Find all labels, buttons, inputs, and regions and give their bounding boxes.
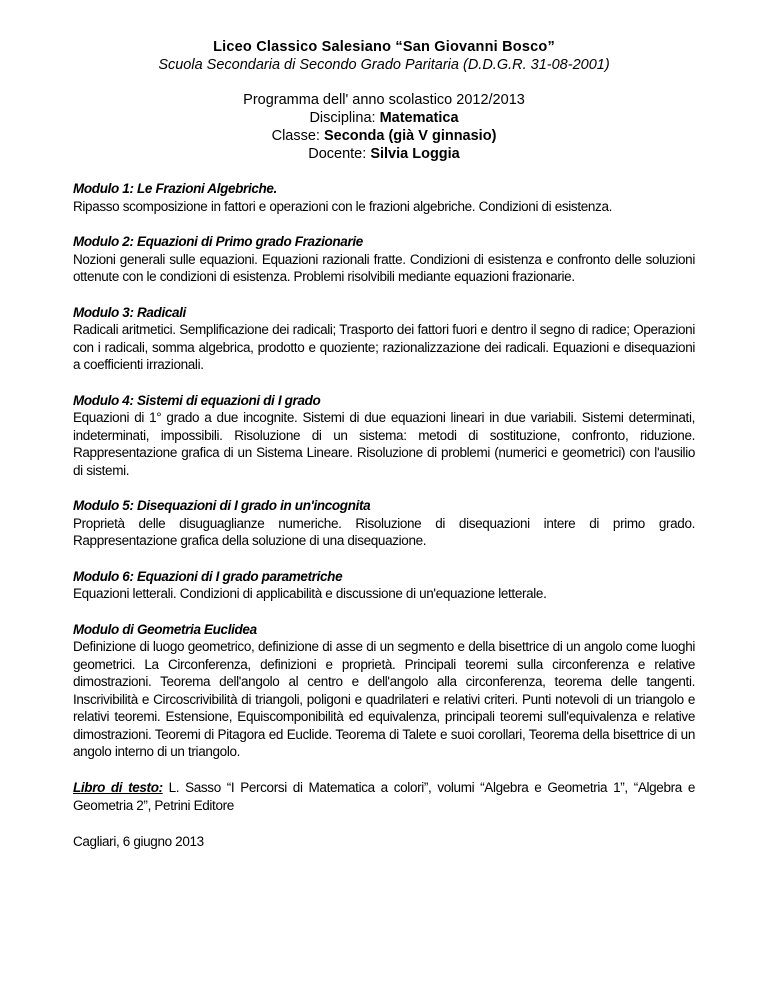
class-value: Seconda (già V ginnasio) [323, 128, 497, 144]
subject-label: Disciplina: [309, 110, 380, 126]
program-info [73, 91, 695, 163]
program-year: Programma dell' anno scolastico 2012/2013 [243, 92, 525, 108]
school-subtitle: Scuola Secondaria di Secondo Grado Paritaria (D.D.G.R. 31-08-2001) [158, 57, 610, 73]
module-body: Proprietà delle disuguaglianze numeriche. Risoluzione di disequazioni intere di primo grado. Rappresentazione grafica della soluzione di una disequazione. [73, 515, 695, 548]
modules-list [73, 180, 695, 761]
module-title: Modulo 6: Equazioni di I grado parametriche [73, 568, 343, 584]
program-class [73, 127, 695, 145]
subject-value: Matematica [379, 110, 459, 126]
module-title: Modulo 2: Equazioni di Primo grado Frazionarie [73, 234, 363, 249]
module-body: Equazioni di 1° grado a due incognite. Sistemi di due equazioni lineari in due variabili. Sistemi determinati, indeterminati, impossibili. Risoluzione di un sistema: metodi di sostituzione, confronto, riduzione. Rappresentazione grafica di un Sistema Lineare. Risoluzione di problemi (numerici e geometrici) con l'ausilio di sistemi. [73, 410, 695, 478]
module-title: Modulo 5: Disequazioni di I grado in un'incognita [73, 498, 371, 513]
module-3 [73, 304, 695, 374]
module-geometria [73, 621, 695, 761]
teacher-value: Silvia Loggia [370, 146, 460, 162]
module-2 [73, 233, 695, 286]
module-5 [73, 497, 695, 550]
module-title: Modulo di Geometria Euclidea [73, 621, 257, 637]
document-header [73, 38, 695, 163]
class-label: Classe: [271, 128, 324, 144]
textbook-label: Libro di testo: [73, 779, 163, 795]
document-page [73, 38, 695, 851]
program-teacher [73, 145, 695, 163]
textbook-info [73, 779, 695, 815]
module-title: Modulo 4: Sistemi di equazioni di I grado [73, 392, 321, 408]
module-body: Ripasso scomposizione in fattori e operazioni con le frazioni algebriche. Condizioni di esistenza. [73, 198, 613, 214]
textbook-text: L. Sasso “I Percorsi di Matematica a colori”, volumi “Algebra e Geometria 1”, “Algebra e Geometria 2”, Petrini Editore [73, 779, 695, 813]
module-title: Modulo 3: Radicali [73, 304, 186, 320]
place-date: Cagliari, 6 giugno 2013 [73, 833, 204, 849]
module-body: Equazioni letterali. Condizioni di applicabilità e discussione di un'equazione letterale. [73, 586, 547, 601]
module-body: Nozioni generali sulle equazioni. Equazioni razionali fratte. Condizioni di esistenza e confronto delle soluzioni ottenute con le condizioni di esistenza. Problemi risolvibili mediante equazioni frazionarie. [73, 251, 695, 284]
school-name: Liceo Classico Salesiano “San Giovanni Bosco” [213, 39, 555, 55]
module-title: Modulo 1: Le Frazioni Algebriche. [73, 181, 277, 196]
teacher-label: Docente: [308, 146, 371, 162]
module-1 [73, 180, 695, 215]
module-6 [73, 568, 695, 603]
module-body: Definizione di luogo geometrico, definizione di asse di un segmento e della bisettrice di un angolo come luoghi geometrici. La Circonferenza, definizioni e proprietà. Principali teoremi sulla circonferenza e relative dimostrazioni. Teorema dell'angolo al centro e dell'angolo alla circonferenza, teorema delle tangenti. Inscrivibilità e Circoscrivibilità di triangoli, poligoni e quadrilateri e relativi criteri. Punti notevoli di un triangolo e relativi teoremi. Estensione, Equiscomponibilità ed equivalenza, principali teoremi sull'equivalenza e relative dimostrazioni. Teoremi di Pitagora ed Euclide. Teorema di Talete e suoi corollari, Teorema della bisettrice di un angolo interno di un triangolo. [73, 639, 695, 759]
program-subject [73, 109, 695, 127]
module-body: Radicali aritmetici. Semplificazione dei radicali; Trasporto dei fattori fuori e dentro il segno di radice; Operazioni con i radicali, somma algebrica, prodotto e quoziente; razionalizzazione dei radicali. Equazioni e disequazioni a coefficienti irrazionali. [73, 322, 695, 372]
module-4 [73, 392, 695, 480]
